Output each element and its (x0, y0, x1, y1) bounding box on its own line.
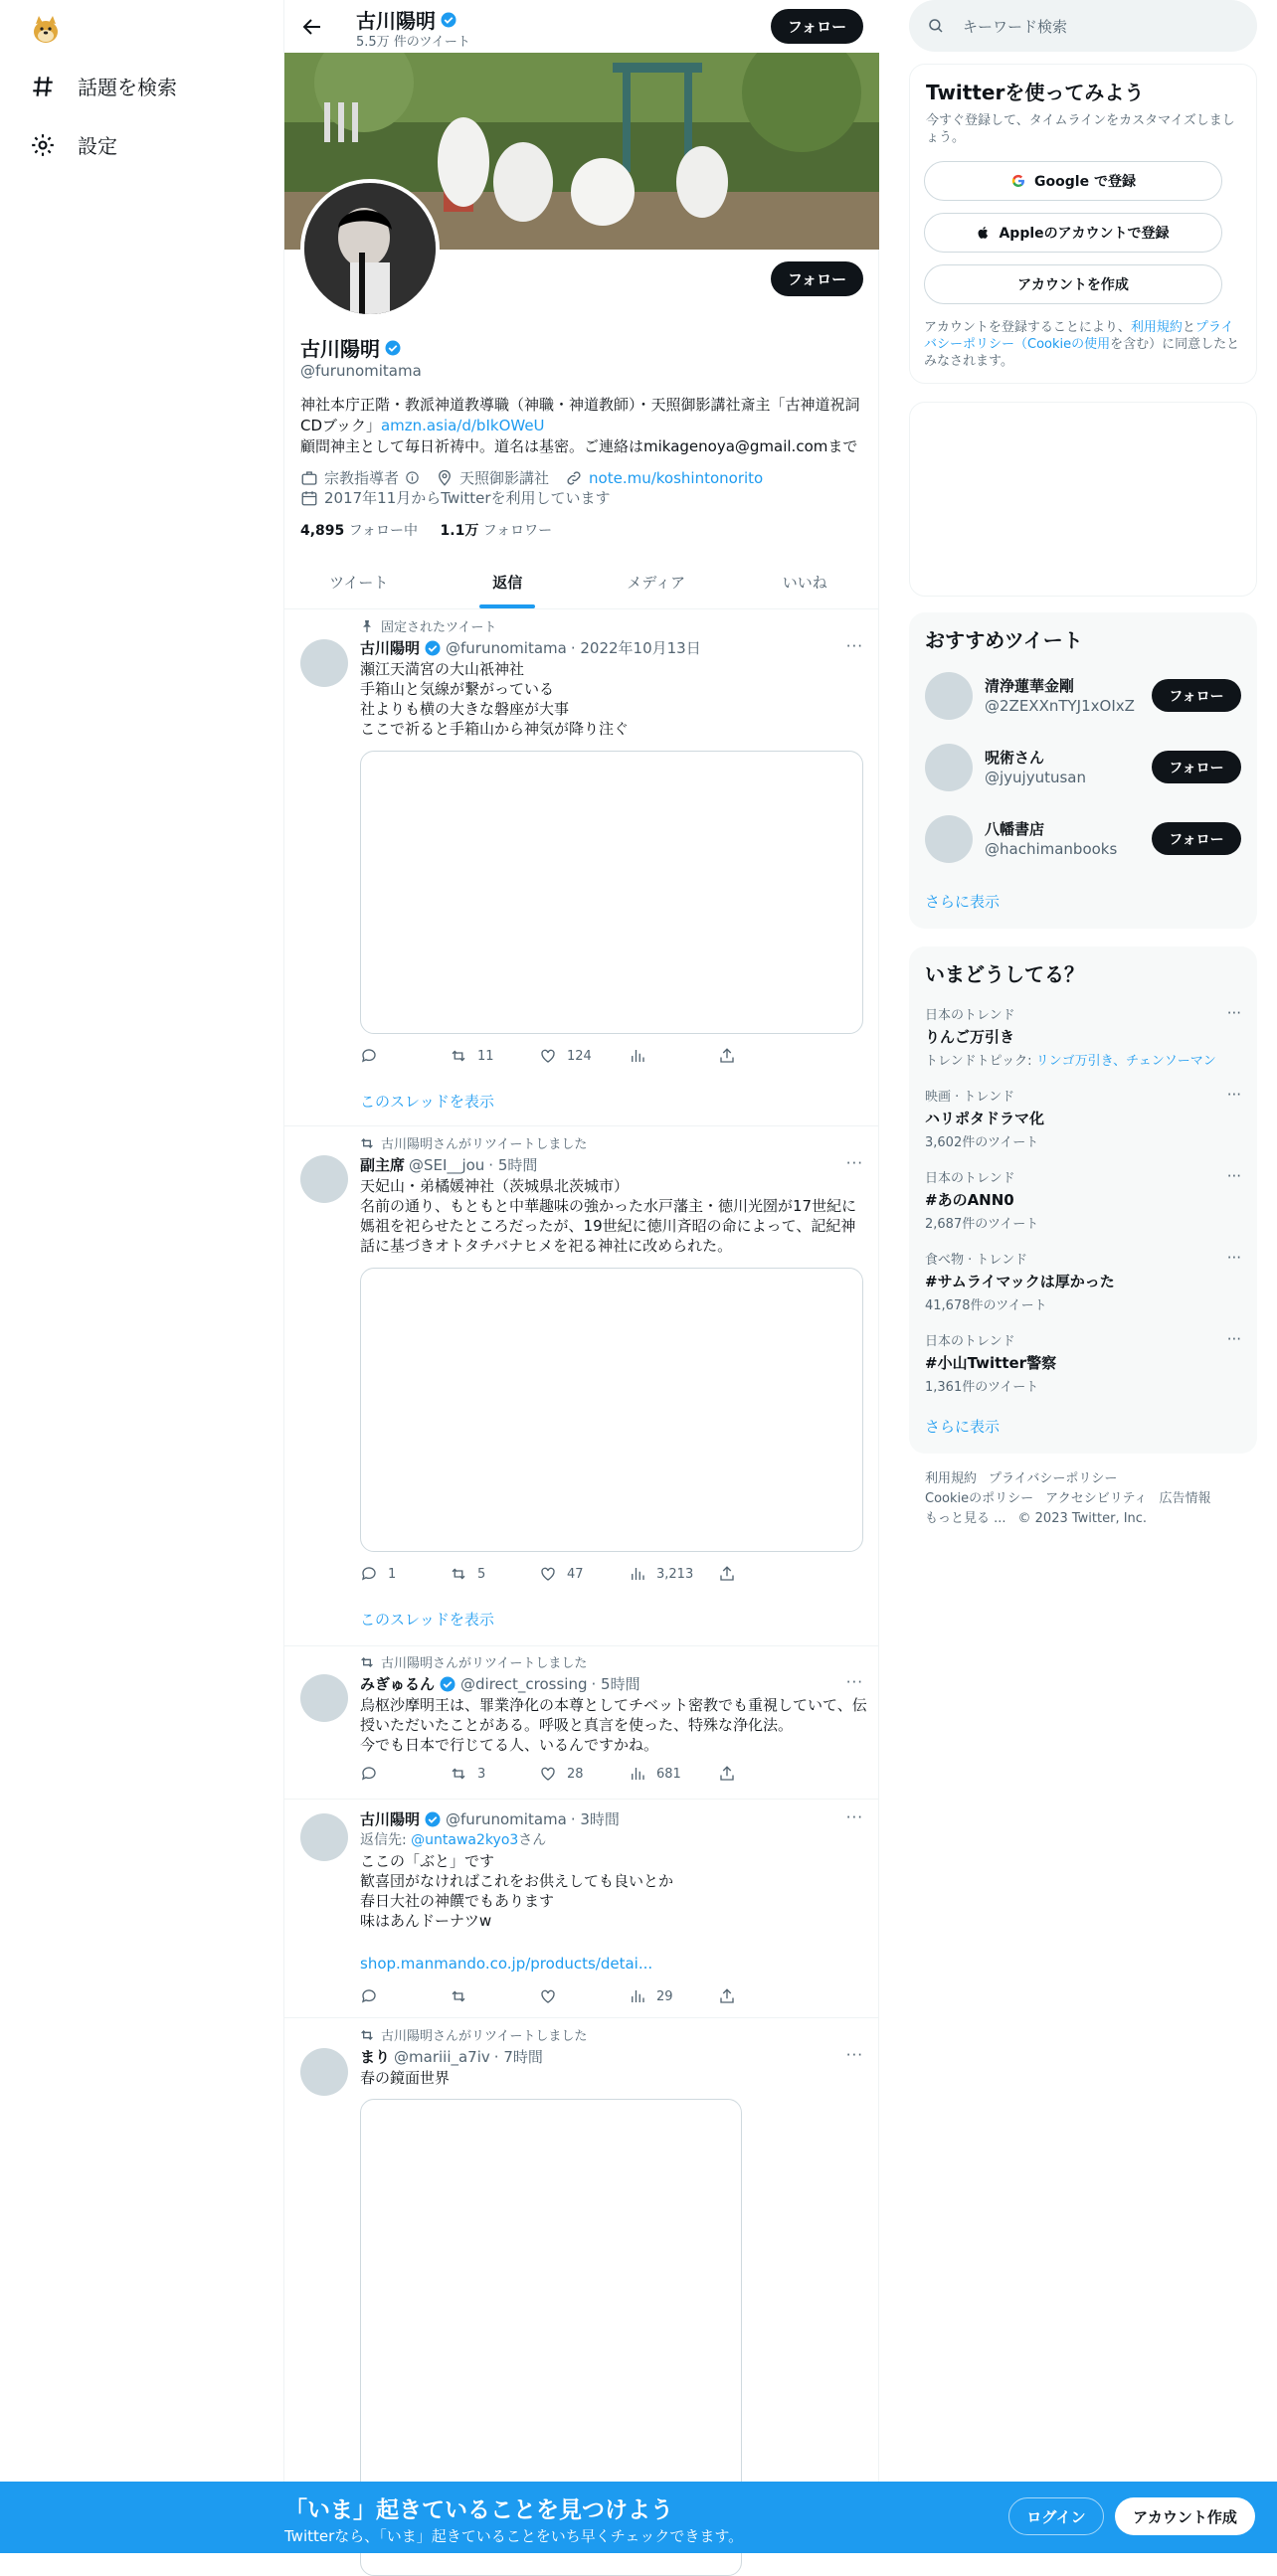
tweet-header (360, 637, 701, 658)
profile-tabs (284, 557, 879, 609)
header-name-text: 古川陽明 (356, 9, 436, 33)
share-icon (718, 1765, 736, 1783)
like-button[interactable] (539, 1565, 629, 1583)
left-sidebar (0, 0, 282, 2553)
profile-avatar[interactable] (300, 179, 440, 318)
trend-extra-prefix: トレンドトピック: (925, 1054, 1036, 1069)
analytics-icon (629, 1565, 646, 1583)
like-count: 124 (567, 1048, 592, 1064)
nav-settings[interactable] (30, 130, 117, 159)
bio-text-2: 顧問神主として毎日祈祷中。道名は基密。ご連絡はmikagenoya@gmail.comまで (300, 437, 858, 455)
footer-more-link[interactable]: もっと見る ... (925, 1511, 1006, 1526)
bio-text: 神社本庁正階・教派神道教導職（神職・神道教師）・天照御影講社斎主「古神道祝詞CDブック」 (300, 396, 860, 434)
apple-signup-button[interactable] (924, 213, 1222, 253)
google-icon (1010, 173, 1026, 189)
nav-settings-label: 設定 (78, 134, 117, 158)
tweet-actions (360, 1047, 818, 1065)
avatar[interactable] (925, 672, 973, 720)
footer-terms-link[interactable]: 利用規約 (925, 1471, 978, 1486)
trend-item[interactable] (925, 1167, 1241, 1232)
bio-link[interactable]: amzn.asia/d/bIkOWeU (380, 417, 545, 434)
show-more-link[interactable]: さらに表示 (925, 1418, 1001, 1436)
apple-icon (977, 225, 991, 241)
profile-follow-button[interactable]: フォロー (771, 261, 863, 296)
follow-button[interactable]: フォロー (1152, 679, 1241, 712)
trend-title: #サムライマックは厚かった (925, 1273, 1115, 1290)
follow-button[interactable]: フォロー (1152, 751, 1241, 783)
more-options-icon[interactable]: ··· (1226, 1167, 1241, 1185)
search-placeholder: キーワード検索 (963, 17, 1068, 36)
trend-context: 食べ物 · トレンド (925, 1253, 1028, 1268)
retweet-icon (359, 1135, 375, 1151)
analytics-icon (629, 1047, 646, 1065)
gear-icon (30, 132, 56, 158)
legal-text-3: を含む）に同意したとみなされます。 (924, 337, 1240, 369)
avatar-photo (304, 183, 436, 314)
retweet-button[interactable] (450, 1987, 539, 2005)
signup-button[interactable]: アカウント作成 (1115, 2497, 1255, 2535)
tweet-item[interactable] (284, 1647, 879, 1800)
tweet-header (360, 1808, 620, 1829)
legal-text-2: と (1182, 320, 1195, 335)
more-options-icon[interactable]: ··· (1226, 1086, 1241, 1104)
avatar[interactable] (925, 815, 973, 863)
trend-item[interactable] (925, 1004, 1241, 1069)
tweet-actions (360, 1765, 818, 1783)
tweet-text: 天妃山・弟橘媛神社（茨城県北茨城市） 名前の通り、もともと中華趣味の強かった水戸藩主・徳川光圀が17世紀に媽祖を祀らせたところだったが、19世紀に徳川斉昭の命によって、記紀神話に基づきオトタチバナヒメを祀る神社に改められた。 (360, 1177, 857, 1255)
calendar-icon (300, 489, 318, 507)
reply-icon (360, 1987, 378, 2005)
footer-privacy-link[interactable]: プライバシーポリシー (989, 1471, 1118, 1486)
reply-icon (360, 1565, 378, 1583)
verified-badge-icon (439, 1675, 456, 1693)
reply-to-prefix: 返信先: (360, 1832, 412, 1848)
back-arrow-icon[interactable] (300, 15, 324, 39)
google-signup-button[interactable] (924, 161, 1222, 201)
more-options-icon[interactable]: ··· (845, 1673, 863, 1691)
terms-link[interactable]: 利用規約 (1130, 320, 1183, 335)
footer-ads-link[interactable]: 広告情報 (1159, 1491, 1211, 1506)
info-icon[interactable] (405, 470, 420, 485)
verified-badge-icon (440, 11, 457, 29)
tweet-author-name[interactable]: 副主席 (360, 1156, 406, 1174)
recommended-account[interactable] (925, 813, 1241, 865)
tab-media[interactable]: メディア (627, 574, 686, 592)
tab-likes[interactable]: いいね (782, 574, 827, 592)
recommended-account[interactable] (925, 742, 1241, 793)
retweet-button[interactable] (450, 1047, 539, 1065)
more-options-icon[interactable]: ··· (845, 2046, 863, 2064)
show-more-link[interactable]: さらに表示 (925, 893, 1001, 911)
tweet-context (359, 616, 496, 635)
profile-location: 天照御影講社 (459, 469, 550, 487)
recommended-card (909, 612, 1257, 929)
followers-count: 1.1万 (440, 523, 479, 539)
link-icon (565, 469, 583, 487)
more-options-icon[interactable]: ··· (845, 637, 863, 655)
tweet-context-text: 古川陽明さんがリツイートしました (381, 1137, 588, 1152)
like-button[interactable] (539, 1047, 629, 1065)
profile-name-text: 古川陽明 (300, 337, 380, 361)
verified-badge-icon (424, 1810, 442, 1828)
share-icon (718, 1047, 736, 1065)
reply-icon (360, 1047, 378, 1065)
trends-title: いまどうしてる？ (925, 962, 1084, 986)
tweet-link[interactable]: shop.manmando.co.jp/products/detai... (360, 1955, 653, 1973)
retweet-button[interactable] (450, 1565, 539, 1583)
tweet-context (359, 1133, 587, 1152)
tweet-header (360, 1154, 537, 1175)
tweet-context-text: 固定されたツイート (381, 620, 497, 635)
profile-category: 宗教指導者 (324, 469, 400, 487)
avatar[interactable] (300, 1674, 348, 1722)
apple-signup-label: Appleのアカウントで登録 (999, 226, 1170, 242)
followers-link[interactable] (441, 523, 553, 539)
reply-icon (360, 1765, 378, 1783)
trends-card (909, 946, 1257, 1454)
views-button[interactable] (629, 1565, 718, 1583)
share-button[interactable] (718, 1987, 808, 2005)
tweet-item[interactable] (284, 2019, 879, 2553)
avatar[interactable] (300, 1813, 348, 1861)
share-icon (718, 1987, 736, 2005)
reply-button[interactable] (360, 1765, 450, 1783)
like-count: 28 (567, 1766, 584, 1782)
reply-to-link[interactable]: @untawa2kyo3 (411, 1832, 519, 1848)
google-signup-label: Google で登録 (1034, 174, 1136, 190)
footer-copyright: © 2023 Twitter, Inc. (1017, 1511, 1148, 1526)
tweet-author-handle[interactable]: @furunomitama (446, 1809, 567, 1828)
retweet-icon (450, 1565, 467, 1583)
hashtag-icon (30, 74, 56, 99)
tweet-header (360, 1673, 640, 1694)
retweet-icon (450, 1765, 467, 1783)
share-button[interactable] (718, 1765, 808, 1783)
trend-item[interactable] (925, 1330, 1241, 1395)
tweet-context (359, 2025, 587, 2044)
signup-card (909, 64, 1257, 384)
trend-extra: 3,602件のツイート (925, 1135, 1039, 1150)
trend-topic-link[interactable]: リンゴ万引き、チェンソーマン (1035, 1054, 1216, 1069)
heart-icon (539, 1765, 557, 1783)
verified-badge-icon (384, 339, 402, 357)
retweet-count: 3 (477, 1766, 486, 1782)
analytics-icon (629, 1765, 646, 1783)
avatar[interactable] (300, 1155, 348, 1203)
nav-explore[interactable] (30, 72, 177, 100)
signup-legal (924, 319, 1244, 370)
profile-bio (300, 395, 863, 457)
tweet-author-handle[interactable]: @direct_crossing (460, 1674, 588, 1693)
profile-header-bar (284, 0, 879, 53)
reply-button[interactable] (360, 1565, 450, 1583)
tab-replies[interactable]: 返信 (434, 557, 583, 608)
show-thread-link[interactable]: このスレッドを表示 (360, 1611, 494, 1629)
tweet-item[interactable] (284, 1127, 879, 1646)
follow-button[interactable]: フォロー (1152, 822, 1241, 855)
account-name: 八幡書店 (985, 820, 1045, 838)
trend-title: #小山Twitter警察 (925, 1354, 1057, 1372)
following-link[interactable] (300, 523, 418, 539)
more-options-icon[interactable]: ··· (845, 1154, 863, 1172)
legal-text: アカウントを登録することにより、 (924, 320, 1131, 335)
analytics-icon (629, 1987, 646, 2005)
reply-to-line (360, 1830, 867, 1850)
profile-meta-row (300, 467, 763, 488)
tweet-author-name[interactable]: みぎゅるん (360, 1675, 436, 1693)
retweet-icon (450, 1047, 467, 1065)
tweet-author-handle[interactable]: @mariii_a7iv (394, 2047, 490, 2066)
reply-button[interactable] (360, 1987, 450, 2005)
tweet-item[interactable] (284, 1801, 879, 2018)
tweet-context (359, 1652, 587, 1671)
trend-title: ハリポタドラマ化 (925, 1110, 1045, 1127)
share-icon (718, 1565, 736, 1583)
views-button[interactable] (629, 1765, 718, 1783)
trend-extra: 41,678件のツイート (925, 1298, 1047, 1313)
avatar[interactable] (300, 2048, 348, 2096)
avatar[interactable] (925, 744, 973, 791)
tweet-text: 烏枢沙摩明王は、罪業浄化の本尊としてチベット密教でも重視していて、伝授いただいたことがある。呼吸と真言を使った、特殊な浄化法。 今でも日本で行じてる人、いるんですかね。 (360, 1696, 867, 1754)
tweet-actions (360, 1987, 818, 2005)
reply-to-suffix: さん (518, 1832, 547, 1848)
trend-extra: 2,687件のツイート (925, 1217, 1039, 1232)
tweet-author-name[interactable]: まり (360, 2048, 391, 2066)
briefcase-icon (300, 469, 318, 487)
login-button[interactable]: ログイン (1008, 2497, 1104, 2535)
reply-button[interactable] (360, 1047, 450, 1065)
trend-title: #あのANN0 (925, 1191, 1014, 1209)
profile-joined: 2017年11月からTwitterを利用しています (324, 489, 611, 507)
more-options-icon[interactable]: ··· (1226, 1330, 1241, 1348)
view-count: 3,213 (656, 1566, 694, 1582)
tweet-actions (360, 1565, 818, 1583)
tweet-text: ここの「ぶと」です 歓喜団がなければこれをお供えしても良いとか 春日大社の神饌でもあります 味はあんドーナツw (360, 1852, 674, 1930)
recommended-account[interactable] (925, 670, 1241, 722)
tweet-item[interactable] (284, 609, 879, 1126)
trend-context: 日本のトレンド (925, 1008, 1015, 1023)
tweet-author-name[interactable]: 古川陽明 (360, 639, 421, 657)
privacy-link[interactable]: プライバシーポリシー（Cookieの使用 (924, 320, 1234, 352)
trend-extra: 1,361件のツイート (925, 1380, 1039, 1395)
main-column (283, 0, 879, 2553)
footer-links (925, 1469, 1253, 1529)
more-options-icon[interactable]: ··· (1226, 1249, 1241, 1267)
retweet-icon (359, 2027, 375, 2043)
account-handle: @2ZEXXnTYJ1xOIxZ (985, 697, 1135, 715)
tweet-context-text: 古川陽明さんがリツイートしました (381, 1656, 588, 1671)
trend-context: 日本のトレンド (925, 1171, 1015, 1186)
account-name: 清浄蓮華金剛 (985, 677, 1075, 695)
bottom-bar-subtitle: Twitterなら、「いま」起きていることをいち早くチェックできます。 (284, 2527, 744, 2545)
tweet-author-handle[interactable]: @furunomitama (446, 638, 567, 657)
tweet-time[interactable]: · 2022年10月13日 (570, 639, 701, 657)
nav-explore-label: 話題を検索 (78, 76, 177, 99)
more-options-icon[interactable]: ··· (845, 1808, 863, 1826)
account-handle: @hachimanbooks (985, 840, 1118, 858)
heart-icon (539, 1987, 557, 2005)
tweet-author-handle[interactable]: @SEI__jou (409, 1155, 485, 1174)
header-follow-button[interactable]: フォロー (771, 9, 863, 44)
header-tweet-count: 5.5万 件のツイート (356, 35, 470, 50)
doge-logo-icon[interactable] (30, 14, 62, 46)
following-label: フォロー中 (348, 523, 419, 539)
footer-cookie-link[interactable]: Cookieのポリシー (925, 1491, 1034, 1506)
retweet-icon (359, 1654, 375, 1670)
tweet-media[interactable] (360, 1268, 863, 1552)
heart-icon (539, 1047, 557, 1065)
share-button[interactable] (718, 1047, 808, 1065)
reply-count: 1 (388, 1566, 397, 1582)
location-pin-icon (436, 469, 454, 487)
retweet-button[interactable] (450, 1765, 539, 1783)
empty-card (909, 402, 1257, 597)
views-button[interactable] (629, 1987, 718, 2005)
profile-handle: @furunomitama (300, 362, 422, 380)
trend-context: 日本のトレンド (925, 1334, 1015, 1349)
trend-item[interactable] (925, 1086, 1241, 1150)
share-button[interactable] (718, 1565, 808, 1583)
tweet-context-text: 古川陽明さんがリツイートしました (381, 2029, 588, 2044)
footer-accessibility-link[interactable]: アクセシビリティ (1045, 1491, 1148, 1506)
tweet-time[interactable]: · 5時間 (591, 1675, 640, 1693)
tweet-header (360, 2046, 543, 2067)
search-icon (927, 17, 945, 35)
profile-joined-row (300, 487, 611, 508)
more-options-icon[interactable]: ··· (1226, 1004, 1241, 1022)
account-name: 呪術さん (985, 749, 1045, 767)
signup-subtitle: 今すぐ登録して、タイムラインをカスタマイズしましょう。 (926, 113, 1235, 145)
tweet-time[interactable]: · 3時間 (570, 1810, 620, 1828)
view-count: 29 (656, 1988, 673, 2004)
avatar[interactable] (300, 639, 348, 687)
tab-tweets[interactable]: ツイート (329, 574, 389, 592)
follow-counts (300, 520, 552, 540)
verified-badge-icon (424, 639, 442, 657)
tweet-author-name[interactable]: 古川陽明 (360, 1810, 421, 1828)
tweet-time[interactable]: · 7時間 (493, 2048, 543, 2066)
view-count: 681 (656, 1766, 681, 1782)
tweet-text: 春の鏡面世界 (360, 2069, 451, 2087)
tweet-time[interactable]: · 5時間 (488, 1156, 538, 1174)
trend-context: 映画 · トレンド (925, 1090, 1015, 1105)
trend-extra (925, 1050, 1241, 1069)
search-input[interactable] (909, 0, 1257, 52)
bottom-bar-title: 「いま」起きていることを見つけよう (284, 2497, 673, 2523)
retweet-count: 5 (477, 1566, 486, 1582)
heart-icon (539, 1565, 557, 1583)
signup-title: Twitterを使ってみよう (926, 81, 1145, 104)
create-account-button[interactable]: アカウントを作成 (924, 264, 1222, 304)
tweet-media[interactable] (360, 751, 863, 1034)
retweet-count: 11 (477, 1048, 494, 1064)
trend-item[interactable] (925, 1249, 1241, 1313)
following-count: 4,895 (300, 523, 345, 539)
tweet-text: 瀬江天満宮の大山祇神社 手箱山と気線が繋がっている 社よりも横の大きな磐座が大事 ここで祈ると手箱山から神気が降り注ぐ (360, 660, 630, 738)
profile-name (300, 333, 402, 362)
followers-label: フォロワー (482, 523, 553, 539)
header-name (356, 5, 457, 34)
show-thread-link[interactable]: このスレッドを表示 (360, 1093, 494, 1111)
pin-icon (359, 618, 375, 634)
profile-website-link[interactable]: note.mu/koshintonorito (589, 468, 764, 487)
trend-title: りんご万引き (925, 1028, 1015, 1046)
account-handle: @jyujyutusan (985, 769, 1087, 786)
signup-bottom-bar (0, 2482, 1277, 2553)
recommended-title: おすすめツイート (925, 628, 1083, 652)
like-button[interactable] (539, 1765, 629, 1783)
retweet-icon (450, 1987, 467, 2005)
views-button[interactable] (629, 1047, 718, 1065)
like-count: 47 (567, 1566, 584, 1582)
like-button[interactable] (539, 1987, 629, 2005)
